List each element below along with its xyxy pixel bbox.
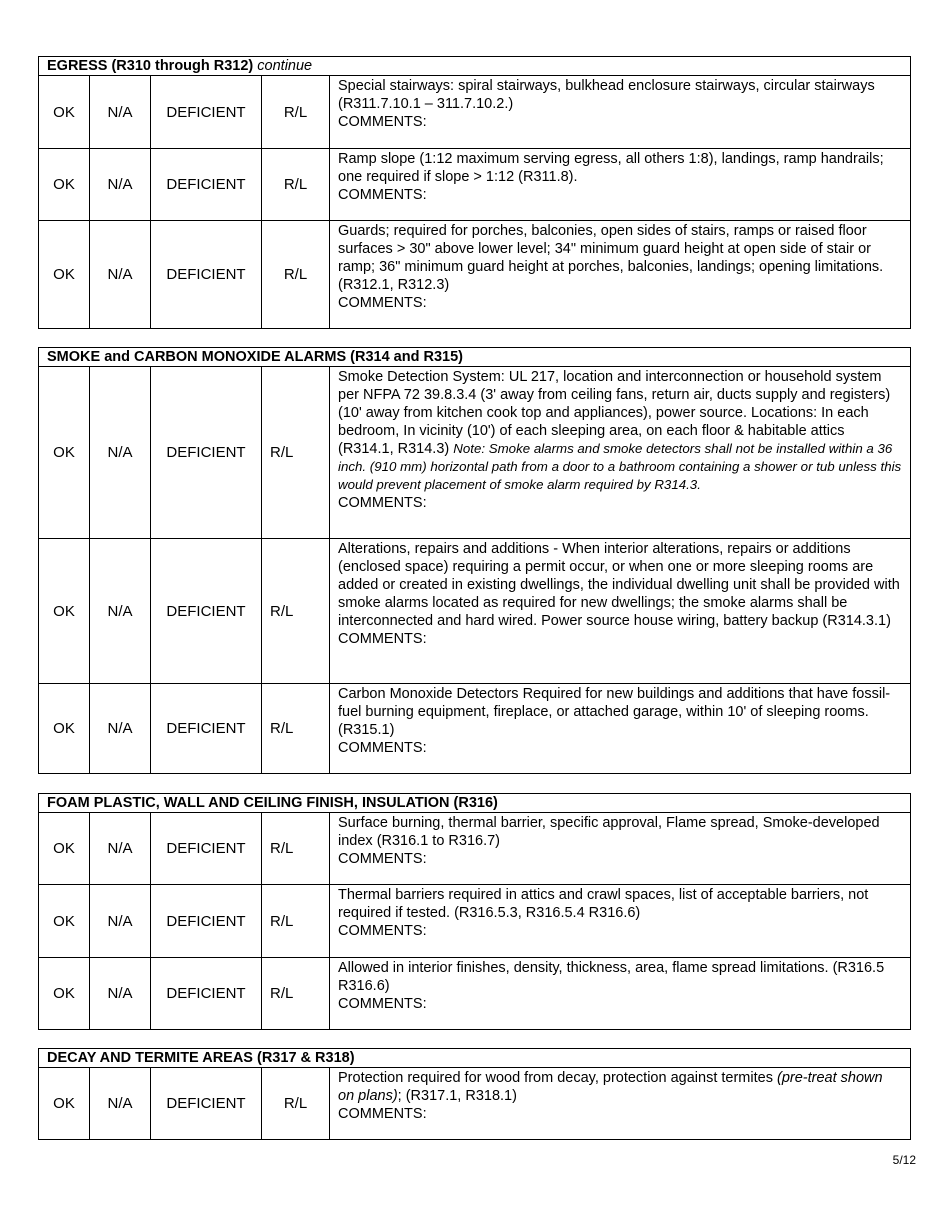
section-header: FOAM PLASTIC, WALL AND CEILING FINISH, INSULATION (R316) xyxy=(39,794,911,813)
smoke-co-alarms-section xyxy=(38,347,911,774)
na-option[interactable]: N/A xyxy=(90,958,151,1030)
rl-option[interactable]: R/L xyxy=(262,1068,330,1140)
requirement-description: Special stairways: spiral stairways, bulkhead enclosure stairways, circular stairways (R311.7.10.1 – 311.7.10.2.) COMMENTS: xyxy=(330,76,911,149)
requirement-description: Thermal barriers required in attics and crawl spaces, list of acceptable barriers, not required if tested. (R316.5.3, R316.5.4 R316.6) COMMENTS: xyxy=(330,885,911,958)
na-option[interactable]: N/A xyxy=(90,684,151,774)
na-option[interactable]: N/A xyxy=(90,367,151,539)
rl-option[interactable]: R/L xyxy=(262,76,330,149)
comments-label: COMMENTS: xyxy=(338,1106,427,1122)
deficient-option[interactable]: DEFICIENT xyxy=(151,684,262,774)
rl-option[interactable]: R/L xyxy=(262,539,330,684)
checklist-row xyxy=(39,885,911,958)
deficient-option[interactable]: DEFICIENT xyxy=(151,221,262,329)
na-option[interactable]: N/A xyxy=(90,149,151,221)
ok-option[interactable]: OK xyxy=(39,367,90,539)
checklist-row xyxy=(39,76,911,149)
ok-option[interactable]: OK xyxy=(39,684,90,774)
rl-option[interactable]: R/L xyxy=(262,367,330,539)
checklist-row xyxy=(39,1068,911,1140)
requirement-description: Carbon Monoxide Detectors Required for new buildings and additions that have fossil-fuel burning equipment, fireplace, or attached garage, within 10' of sleeping rooms. (R315.1) COMMENTS: xyxy=(330,684,911,774)
deficient-option[interactable]: DEFICIENT xyxy=(151,813,262,885)
section-header: SMOKE and CARBON MONOXIDE ALARMS (R314 and R315) xyxy=(39,348,911,367)
requirement-description: Surface burning, thermal barrier, specific approval, Flame spread, Smoke-developed index (R316.1 to R316.7) COMMENTS: xyxy=(330,813,911,885)
requirement-description: Allowed in interior finishes, density, thickness, area, flame spread limitations. (R316.5 R316.6) COMMENTS: xyxy=(330,958,911,1030)
checklist-row xyxy=(39,367,911,539)
ok-option[interactable]: OK xyxy=(39,958,90,1030)
comments-label: COMMENTS: xyxy=(338,740,427,756)
requirement-note: Note: Smoke alarms and smoke detectors shall not be installed within a 36 inch. (910 mm) horizontal path from a door to a bathroom containing a shower or tub unless this would prevent placement of smoke alarm required by R314.3. xyxy=(338,441,902,492)
checklist-row xyxy=(39,684,911,774)
ok-option[interactable]: OK xyxy=(39,221,90,329)
checklist-row xyxy=(39,539,911,684)
ok-option[interactable]: OK xyxy=(39,885,90,958)
comments-label: COMMENTS: xyxy=(338,923,427,939)
checklist-row xyxy=(39,149,911,221)
deficient-option[interactable]: DEFICIENT xyxy=(151,885,262,958)
deficient-option[interactable]: DEFICIENT xyxy=(151,539,262,684)
comments-label: COMMENTS: xyxy=(338,495,427,511)
comments-label: COMMENTS: xyxy=(338,996,427,1012)
ok-option[interactable]: OK xyxy=(39,813,90,885)
rl-option[interactable]: R/L xyxy=(262,221,330,329)
comments-label: COMMENTS: xyxy=(338,295,427,311)
rl-option[interactable]: R/L xyxy=(262,149,330,221)
requirement-description: Ramp slope (1:12 maximum serving egress, all others 1:8), landings, ramp handrails; one required if slope > 1:12 (R311.8). COMMENTS: xyxy=(330,149,911,221)
comments-label: COMMENTS: xyxy=(338,851,427,867)
requirement-description: Protection required for wood from decay, protection against termites (pre-treat shown on plans); (R317.1, R318.1) COMMENTS: xyxy=(330,1068,911,1140)
na-option[interactable]: N/A xyxy=(90,813,151,885)
rl-option[interactable]: R/L xyxy=(262,958,330,1030)
egress-section xyxy=(38,56,911,329)
checklist-row xyxy=(39,958,911,1030)
deficient-option[interactable]: DEFICIENT xyxy=(151,1068,262,1140)
ok-option[interactable]: OK xyxy=(39,1068,90,1140)
na-option[interactable]: N/A xyxy=(90,885,151,958)
comments-label: COMMENTS: xyxy=(338,631,427,647)
ok-option[interactable]: OK xyxy=(39,76,90,149)
comments-label: COMMENTS: xyxy=(338,187,427,203)
checklist-row xyxy=(39,221,911,329)
na-option[interactable]: N/A xyxy=(90,1068,151,1140)
na-option[interactable]: N/A xyxy=(90,221,151,329)
decay-termite-section xyxy=(38,1048,911,1140)
checklist-row xyxy=(39,813,911,885)
foam-plastic-section xyxy=(38,793,911,1030)
comments-label: COMMENTS: xyxy=(338,114,427,130)
na-option[interactable]: N/A xyxy=(90,76,151,149)
rl-option[interactable]: R/L xyxy=(262,684,330,774)
deficient-option[interactable]: DEFICIENT xyxy=(151,149,262,221)
rl-option[interactable]: R/L xyxy=(262,813,330,885)
deficient-option[interactable]: DEFICIENT xyxy=(151,76,262,149)
na-option[interactable]: N/A xyxy=(90,539,151,684)
ok-option[interactable]: OK xyxy=(39,149,90,221)
requirement-description: Alterations, repairs and additions - When interior alterations, repairs or additions (enclosed space) requiring a permit occur, or when one or more sleeping rooms are added or created in existing dwellings, the individual dwelling unit shall be provided with smoke alarms located as required for new dwellings; the smoke alarms shall be interconnected and hard wired. Power source house wiring, battery backup (R314.3.1) COMMENTS: xyxy=(330,539,911,684)
deficient-option[interactable]: DEFICIENT xyxy=(151,958,262,1030)
requirement-description: Smoke Detection System: UL 217, location and interconnection or household system per NFPA 72 39.8.3.4 (3' away from ceiling fans, return air, ducts supply and registers) (10' away from kitchen cook top and appliances), power source. Locations: In each bedroom, In vicinity (10') of each sleeping area, on each floor & habitable attics (R314.1, R314.3) Note: Smoke alarms and smoke detectors shall not be installed within a 36 inch. (910 mm) horizontal path from a door to a bathroom containing a shower or tub unless this would prevent placement of smoke alarm required by R314.3. COMMENTS: xyxy=(330,367,911,539)
deficient-option[interactable]: DEFICIENT xyxy=(151,367,262,539)
section-header: DECAY AND TERMITE AREAS (R317 & R318) xyxy=(39,1049,911,1068)
rl-option[interactable]: R/L xyxy=(262,885,330,958)
section-header: EGRESS (R310 through R312) continue xyxy=(39,57,911,76)
requirement-description: Guards; required for porches, balconies, open sides of stairs, ramps or raised floor surfaces > 30" above lower level; 34" minimum guard height at open side of stair or ramp; 36" minimum guard height at porches, balconies, landings; opening limitations. (R312.1, R312.3) COMMENTS: xyxy=(330,221,911,329)
page-number: 5/12 xyxy=(892,1153,916,1167)
ok-option[interactable]: OK xyxy=(39,539,90,684)
